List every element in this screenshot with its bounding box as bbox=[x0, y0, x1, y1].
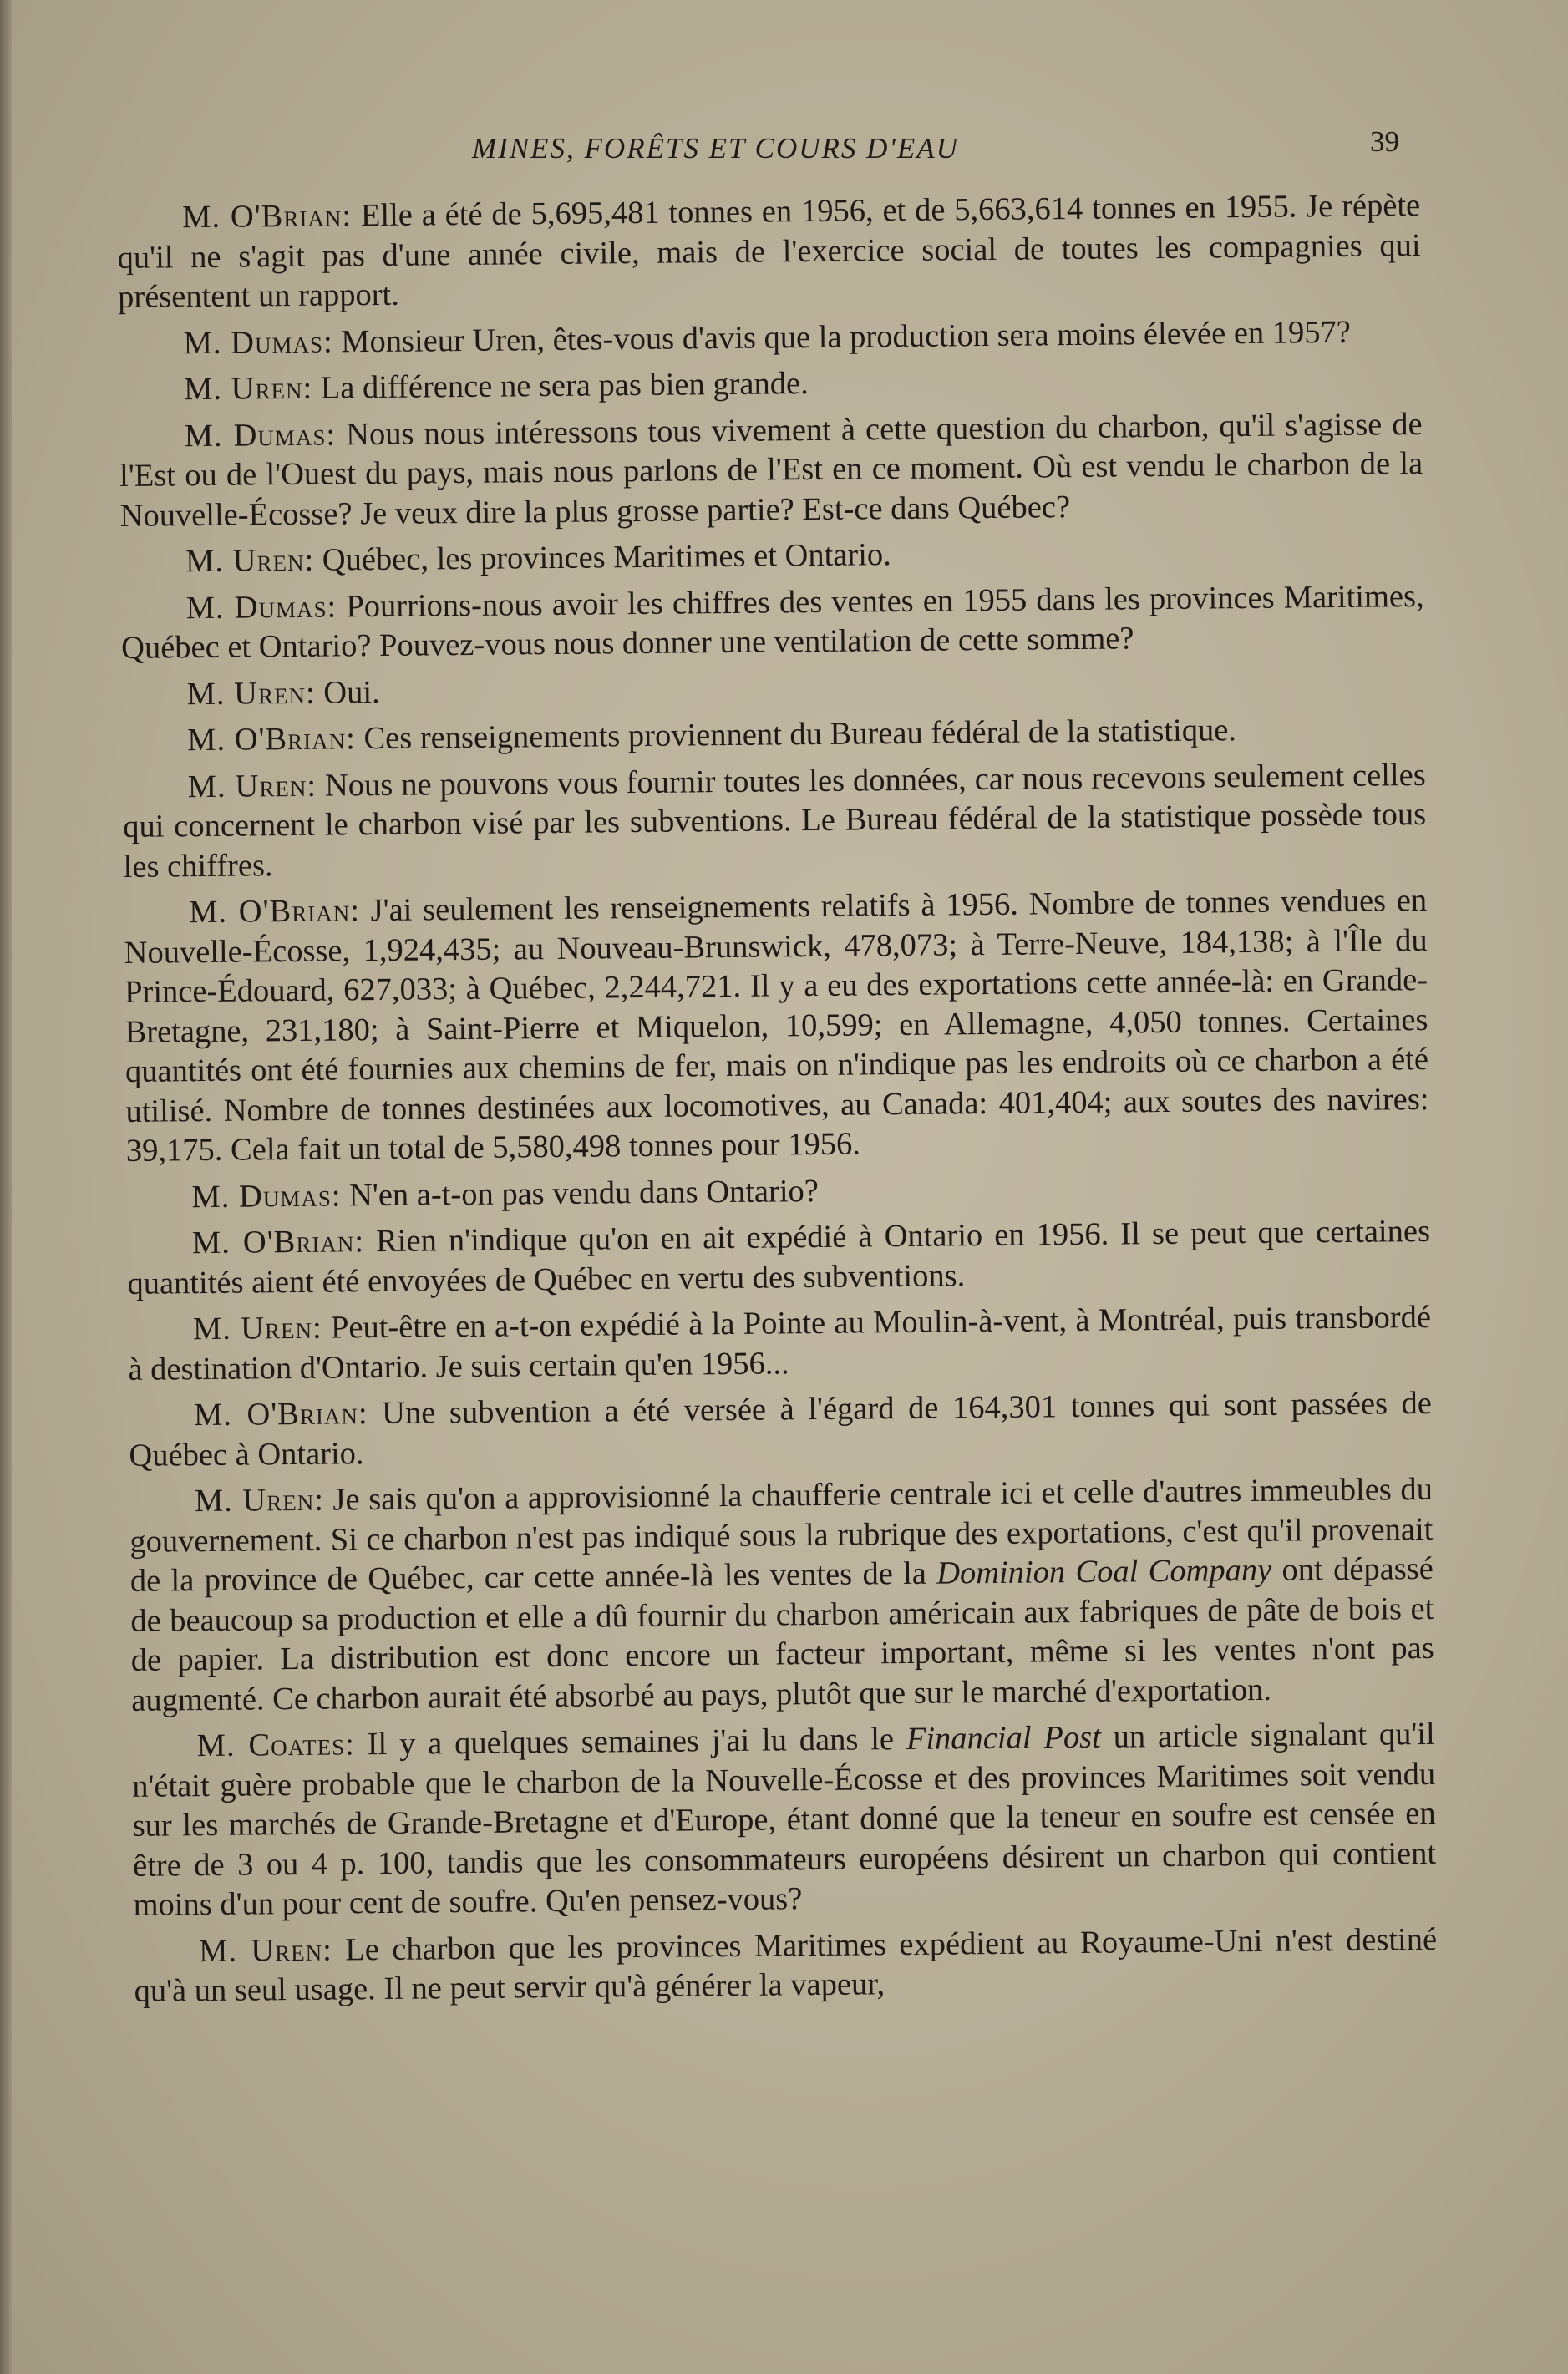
speaker-name: M. Coates: bbox=[196, 1727, 356, 1764]
paragraph-text: Rien n'indique qu'on en ait expédié à Ontario en 1956. Il se peut que certaines quantités aient été envoyées de Québec en vertu des subventions. bbox=[127, 1213, 1431, 1301]
paragraph bbox=[120, 530, 1423, 582]
paragraph-text: Il y a quelques semaines j'ai lu dans le bbox=[354, 1722, 907, 1763]
speaker-name: M. Dumas: bbox=[185, 588, 337, 626]
speaker-name: M. Dumas: bbox=[191, 1177, 342, 1215]
book-spine-shadow bbox=[0, 0, 12, 2374]
speaker-name: M. Uren: bbox=[186, 675, 316, 712]
paragraph-text: J'ai seulement les renseignements relatifs à 1956. Nombre de tonnes vendues en Nouvelle-Écosse, 1,924,435; au Nouveau-Brunswick, 478,073; à Terre-Neuve, 184,138; à l'Île du Prince-Édouard, 627,033; à Québec, 2,244,721. Il y a eu des exportations cette année-là: en Grande-Bretagne, 231,180; à Saint-Pierre et Miquelon, 10,599; en Allemagne, 4,050 tonnes. Certaines quantités ont été fournies aux chemins de fer, mais on n'indique pas les endroits où ce charbon a été utilisé. Nombre de tonnes destinées aux locomotives, au Canada: 401,404; aux soutes des navires: 39,175. Cela fait un total de 5,580,498 tonnes pour 1956. bbox=[124, 882, 1429, 1169]
paragraph bbox=[123, 755, 1427, 886]
paragraph bbox=[121, 662, 1424, 714]
paragraph bbox=[128, 1298, 1432, 1390]
paragraph-text: un article signalant qu'il n'était guère probable que le charbon de la Nouvelle-Écosse et des provinces Maritimes soit vendu sur les marchés de Grande-Bretagne et d'Europe, étant donné que la teneur en soufre est censée en être de 3 ou 4 p. 100, tandis que les consommateurs européens désirent un charbon qui contient moins d'un pour cent de soufre. Qu'en pensez-vous? bbox=[132, 1716, 1437, 1923]
publication-name-italic: Financial Post bbox=[906, 1719, 1102, 1758]
speaker-name: M. O'Brian: bbox=[193, 1396, 368, 1433]
paragraph bbox=[119, 405, 1423, 536]
company-name-italic: Dominion Coal Company bbox=[936, 1552, 1272, 1591]
speaker-name: M. Dumas: bbox=[183, 324, 333, 361]
paragraph-text: Nous ne pouvons vous fournir toutes les données, car nous recevons seulement celles qui concernent le charbon visé par les subventions. Le Bureau fédéral de la statistique possède tous les chiffres. bbox=[123, 757, 1427, 885]
paragraph-text: Une subvention a été versée à l'égard de 164,301 tonnes qui sont passées de Québec à Ontario. bbox=[129, 1385, 1433, 1474]
speaker-name: M. Uren: bbox=[187, 768, 317, 804]
paragraph-text: Ces renseignements proviennent du Bureau fédéral de la statistique. bbox=[355, 713, 1237, 757]
body-text bbox=[117, 186, 1438, 2018]
speaker-name: M. O'Brian: bbox=[187, 721, 357, 758]
speaker-name: M. Uren: bbox=[198, 1932, 333, 1969]
paragraph-text: La différence ne sera pas bien grande. bbox=[312, 366, 809, 406]
paragraph-text: Pourrions-nous avoir les chiffres des ventes en 1955 dans les provinces Maritimes, Québec et Ontario? Pouvez-vous nous donner une ventilation de cette somme? bbox=[120, 578, 1424, 666]
paragraph-text: ont dépassé de beaucoup sa production et elle a dû fournir du charbon américain aux fabriques de pâte de bois et de papier. La distribution est donc encore un facteur important, même si les ventes n'ont pas augmenté. Ce charbon aurait été absorbé au pays, plutôt que sur le marché d'exportation. bbox=[130, 1550, 1434, 1718]
speaker-name: M. Uren: bbox=[185, 542, 315, 580]
speaker-name: M. O'Brian: bbox=[189, 893, 361, 931]
paragraph-text: Je sais qu'on a approvisionné la chaufferie centrale ici et celle d'autres immeubles du gouvernement. Si ce charbon n'est pas indiqué sous la rubrique des exportations, c'est qu'il provenait de la province de Québec, car cette année-là les ventes de la bbox=[129, 1471, 1434, 1599]
paragraph bbox=[117, 186, 1421, 317]
paragraph-text: Peut-être en a-t-on expédié à la Pointe au Moulin-à-vent, à Montréal, puis transbordé à destination d'Ontario. Je suis certain qu'en 1956... bbox=[128, 1299, 1432, 1387]
paragraph bbox=[124, 881, 1429, 1171]
speaker-name: M. O'Brian: bbox=[182, 198, 353, 236]
paragraph bbox=[129, 1470, 1435, 1721]
paragraph-text: Monsieur Uren, êtes-vous d'avis que la production sera moins élevée en 1957? bbox=[332, 314, 1352, 360]
paragraph-text: Québec, les provinces Maritimes et Ontario. bbox=[313, 537, 891, 578]
paragraph bbox=[134, 1920, 1438, 2011]
page-number: 39 bbox=[1370, 125, 1399, 158]
paragraph bbox=[118, 312, 1421, 364]
paragraph bbox=[122, 709, 1425, 761]
paragraph bbox=[127, 1212, 1431, 1304]
running-title: MINES, FORÊTS ET COURS D'EAU bbox=[472, 132, 959, 165]
speaker-name: M. Uren: bbox=[183, 370, 313, 408]
paragraph-text: Le charbon que les provinces Maritimes expédient au Royaume-Uni n'est destiné qu'à un seul usage. Il ne peut servir qu'à générer la vapeur, bbox=[134, 1921, 1438, 2009]
paragraph bbox=[132, 1715, 1437, 1925]
paragraph bbox=[126, 1165, 1429, 1217]
paragraph-text: Elle a été de 5,695,481 tonnes en 1956, et de 5,663,614 tonnes en 1955. Je répète qu'il ne s'agit pas d'une année civile, mais de l'exercice social de toutes les compagnies qui présentent un rapport. bbox=[117, 188, 1421, 315]
paragraph bbox=[129, 1384, 1433, 1476]
speaker-name: M. O'Brian: bbox=[191, 1224, 365, 1261]
paragraph bbox=[120, 577, 1424, 669]
speaker-name: M. Dumas: bbox=[184, 416, 337, 454]
paragraph bbox=[119, 358, 1422, 410]
paragraph-text: Nous nous intéressons tous vivement à cette question du charbon, qu'il s'agisse de l'Est ou de l'Ouest du pays, mais nous parlons de l'Est en ce moment. Où est vendu le charbon de la Nouvelle-Écosse? Je veux dire la plus grosse partie? Est-ce dans Québec? bbox=[119, 406, 1423, 534]
paragraph-text: N'en a-t-on pas vendu dans Ontario? bbox=[341, 1173, 820, 1213]
paragraph-text: Oui. bbox=[315, 674, 380, 711]
speaker-name: M. Uren: bbox=[194, 1482, 325, 1519]
speaker-name: M. Uren: bbox=[192, 1310, 322, 1347]
